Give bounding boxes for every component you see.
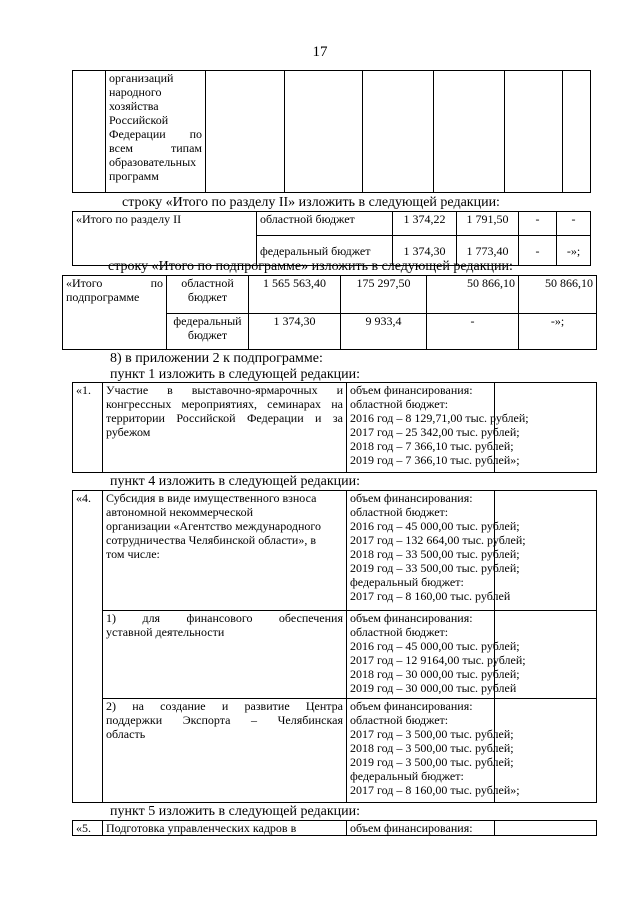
line: уставной деятельности [106,625,225,639]
funding-cell [347,383,529,473]
line: «Итого по [66,276,163,290]
line: 2018 год – 3 500,00 тыс. рублей; [350,741,514,755]
line: федеральный бюджет: [350,769,464,783]
budget-cell: областной бюджет [257,212,393,236]
line: 2018 год – 33 500,00 тыс. рублей; [350,547,520,561]
line: 2019 год – 33 500,00 тыс. рублей; [350,561,520,575]
funding-cell: объем финансирования: [347,821,495,836]
line: бюджет [187,328,228,342]
top-table [72,70,591,193]
value-cell: -»; [557,236,591,266]
line: 2017 год – 8 160,00 тыс. рублей»; [350,783,520,797]
line: всем типам [109,141,202,155]
line: областной [181,276,234,290]
line: 2019 год – 3 500,00 тыс. рублей; [350,755,514,769]
label-cell [63,276,167,350]
line: 2017 год – 3 500,00 тыс. рублей; [350,727,514,741]
paragraph-p5: пункт 5 изложить в следующей редакции: [110,804,360,819]
value-cell: 50 866,10 [519,276,597,314]
cell [285,71,363,193]
value-cell: - [427,314,519,350]
line: организации «Агентство международного [106,519,322,533]
line: областной бюджет: [350,505,449,519]
line: объем финансирования: [350,383,473,397]
subprogram-total-table [62,275,597,350]
budget-cell: федеральный бюджет [257,236,393,266]
line: сотрудничества Челябинской области», в [106,533,316,547]
line: областной бюджет: [350,713,449,727]
value-cell: 1 791,50 [457,212,519,236]
line: рубежом [106,425,151,439]
line: 2016 год – 45 000,00 тыс. рублей; [350,519,520,533]
line: территории Российской Федерации и за [106,411,343,425]
line: объем финансирования: [350,699,473,713]
line: том числе: [106,547,160,561]
cell [495,821,597,836]
item4-table [72,490,597,803]
line: федеральный [173,314,242,328]
line: 2019 год – 30 000,00 тыс. рублей [350,681,517,695]
line: 2017 год – 132 664,00 тыс. рублей; [350,533,526,547]
line: Субсидия в виде имущественного взноса [106,491,317,505]
line: 2016 год – 8 129,71,00 тыс. рублей; [350,411,529,425]
value-cell: 1 565 563,40 [249,276,341,314]
number-cell: «1. [73,383,103,473]
line: 2017 год – 12 9164,00 тыс. рублей; [350,653,526,667]
item5-table [72,820,597,836]
line: Участие в выставочно-ярмарочных и [106,383,343,397]
description-cell [103,491,347,611]
funding-cell [347,491,526,611]
cell [73,71,106,193]
value-cell: 1 374,22 [393,212,457,236]
line: поддержки Экспорта – Челябинская [106,713,343,727]
line: Федерации по [109,127,202,141]
paragraph-appendix: 8) в приложении 2 к подпрограмме: [110,351,323,366]
value-cell: 9 933,4 [341,314,427,350]
description-cell [103,699,347,803]
paragraph-p4: пункт 4 изложить в следующей редакции: [110,474,360,489]
line: народного [109,85,162,99]
line: 2018 год – 30 000,00 тыс. рублей; [350,667,520,681]
line: областной бюджет: [350,397,449,411]
page-number: 17 [312,44,328,60]
line: 2018 год – 7 366,10 тыс. рублей; [350,439,514,453]
value-cell: - [557,212,591,236]
value-cell: - [519,236,557,266]
label-cell: «Итого по разделу II [73,212,257,266]
line: бюджет [187,290,228,304]
value-cell: 175 297,50 [341,276,427,314]
line: объем финансирования: [350,491,473,505]
cell [206,71,285,193]
paragraph-p1: пункт 1 изложить в следующей редакции: [110,367,360,382]
section2-total-table [72,211,591,266]
description-cell: Подготовка управленческих кадров в [103,821,347,836]
budget-cell [167,314,249,350]
line: конгрессных мероприятиях, семинарах на [106,397,343,411]
cell [434,71,505,193]
value-cell: 1 374,30 [393,236,457,266]
line: Российской [109,113,169,127]
line: 2019 год – 7 366,10 тыс. рублей»; [350,453,520,467]
line: 2017 год – 8 160,00 тыс. рублей [350,589,511,603]
line: хозяйства [109,99,159,113]
value-cell: -»; [519,314,597,350]
line: 2017 год – 25 342,00 тыс. рублей; [350,425,520,439]
line: 2016 год – 45 000,00 тыс. рублей; [350,639,520,653]
value-cell: - [519,212,557,236]
description-cell [103,383,347,473]
line: 1) для финансового обеспечения [106,611,343,625]
line: организаций [109,71,174,85]
item1-table [72,382,597,473]
line: федеральный бюджет: [350,575,464,589]
line: областной бюджет: [350,625,449,639]
cell [363,71,434,193]
line: область [106,727,146,741]
funding-cell [347,699,520,803]
budget-cell [167,276,249,314]
number-cell: «4. [73,491,103,803]
cell [563,71,591,193]
cell [505,71,563,193]
number-cell: «5. [73,821,103,836]
funding-cell [347,611,526,699]
value-cell: 50 866,10 [427,276,519,314]
value-cell: 1 374,30 [249,314,341,350]
description-cell [106,71,206,193]
paragraph-section2: строку «Итого по разделу II» изложить в следующей редакции: [122,195,500,210]
line: подпрограмме [66,290,140,304]
line: 2) на создание и развитие Центра [106,699,343,713]
line: образовательных [109,155,197,169]
value-cell: 1 773,40 [457,236,519,266]
paragraph-subprogram: строку «Итого по подпрограмме» изложить в следующей редакции: [108,259,513,274]
line: объем финансирования: [350,611,473,625]
line: программ [109,169,159,183]
description-cell [103,611,347,699]
line: автономной некоммерческой [106,505,253,519]
